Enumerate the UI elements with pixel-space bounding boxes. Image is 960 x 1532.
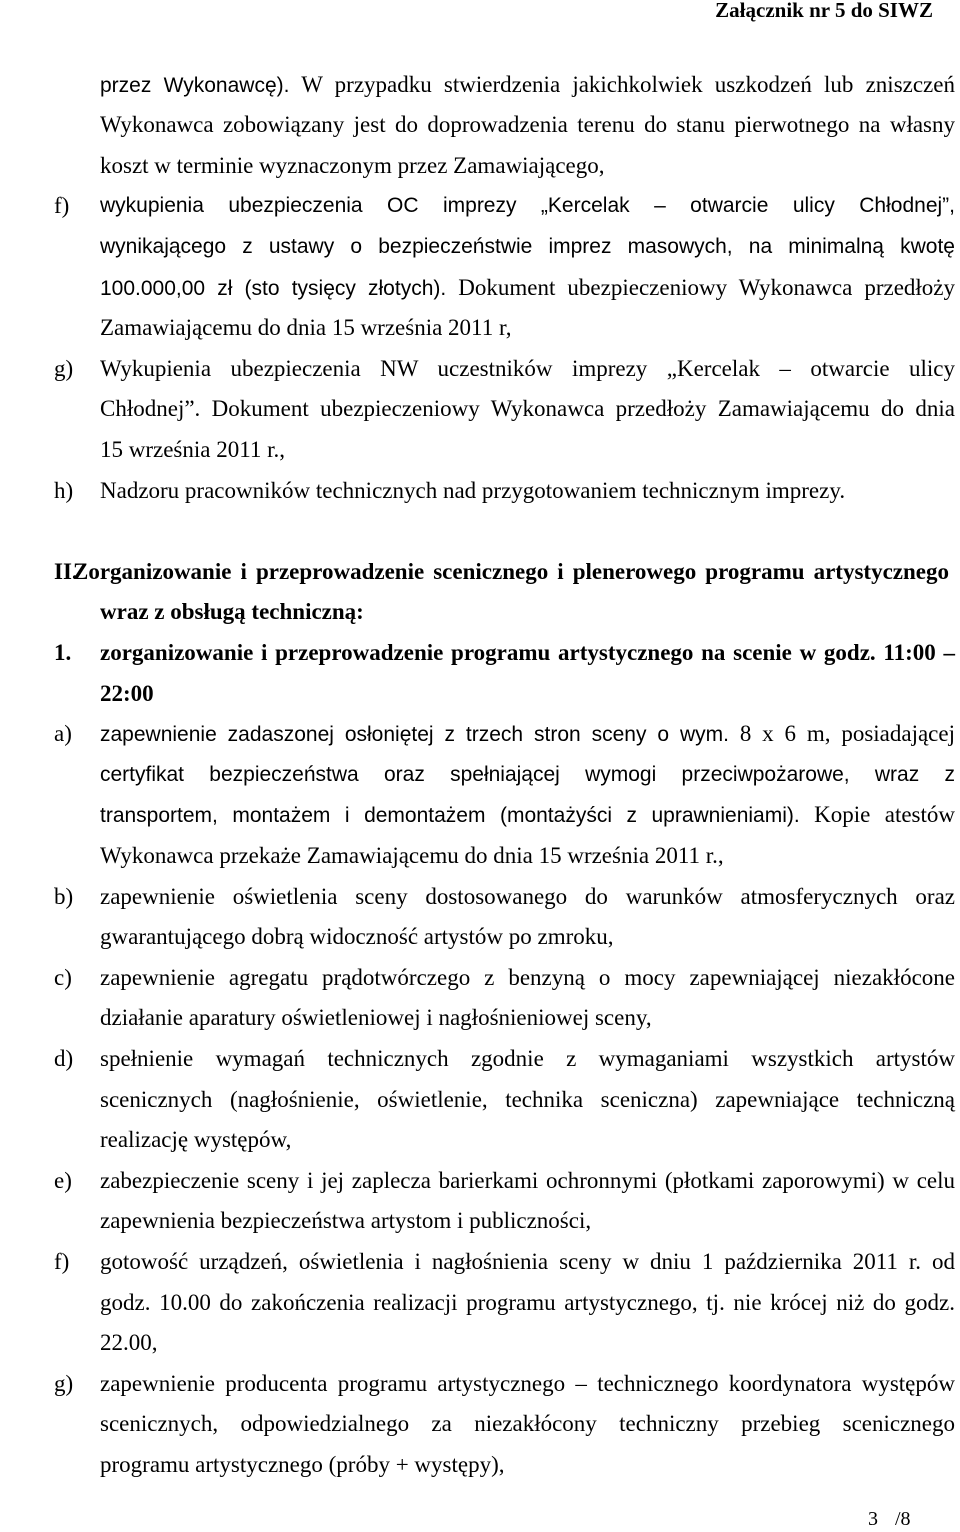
text-segment: Kopie atestów <box>814 802 956 828</box>
subsection-1-item-c <box>0 958 960 1039</box>
list-marker: c) <box>54 964 72 990</box>
text-segment: zapewnienie zadaszonej osłoniętej z trzech stron sceny o wym. <box>100 723 729 747</box>
subsection-1-item-b <box>0 877 960 958</box>
text-line: spełnienie wymagań technicznych zgodnie z wymaganiami wszystkich artystów <box>100 1045 955 1071</box>
section-i-item-f <box>0 186 960 348</box>
text-line: Wykonawca zobowiązany jest do doprowadzenia terenu do stanu pierwotnego na własny <box>100 112 955 138</box>
text-line <box>100 65 955 106</box>
subsection-number: 1. <box>54 640 72 665</box>
subsection-1-item-e <box>0 1161 960 1242</box>
list-marker: b) <box>54 883 74 909</box>
subsection-1-item-d <box>0 1039 960 1161</box>
text-line: zapewnienie producenta programu artystycznego – technicznego koordynatora występów <box>100 1370 955 1396</box>
list-marker: d) <box>54 1045 74 1071</box>
subsection-1-heading <box>0 633 960 714</box>
text-line: scenicznych, odpowiedzialnego za niezakłócony techniczny przebieg scenicznego <box>100 1411 955 1437</box>
text-line: zapewnienie agregatu prądotwórczego z benzyną o mocy zapewniającej niezakłócone <box>100 964 955 990</box>
section-number: II. <box>54 558 78 584</box>
text-line: gotowość urządzeń, oświetlenia i nagłośnienia sceny w dniu 1 października 2011 r. od <box>100 1248 955 1274</box>
text-segment: W przypadku stwierdzenia jakichkolwiek uszkodzeń lub zniszczeń <box>301 71 955 97</box>
text-line <box>100 714 955 755</box>
list-marker: g) <box>54 1370 74 1396</box>
text-line: zapewnienie oświetlenia sceny dostosowanego do warunków atmosferycznych oraz <box>100 883 955 909</box>
text-line: zabezpieczenie sceny i jej zaplecza barierkami ochronnymi (płotkami zaporowymi) w celu <box>100 1167 955 1193</box>
text-line: Wykupienia ubezpieczenia NW uczestników imprezy „Kercelak – otwarcie ulicy <box>100 355 955 381</box>
text-line: 22.00, <box>100 1330 158 1356</box>
list-marker: f) <box>54 193 70 219</box>
text-line: certyfikat bezpieczeństwa oraz spełniającej wymogi przeciwpożarowe, wraz z <box>100 762 955 786</box>
text-line: wykupienia ubezpieczenia OC imprezy „Kercelak – otwarcie ulicy Chłodnej”, <box>100 194 955 218</box>
text-line: zapewnienia bezpieczeństwa artystom i publiczności, <box>100 1208 592 1234</box>
text-line: 15 września 2011 r., <box>100 437 286 463</box>
heading-line: 22:00 <box>100 680 154 706</box>
heading-line: Zorganizowanie i przeprowadzenie scenicznego i plenerowego programu artystycznego <box>73 558 949 584</box>
text-line: realizację występów, <box>100 1127 292 1153</box>
list-marker: g) <box>54 355 74 381</box>
text-segment: przez Wykonawcę). <box>100 73 290 97</box>
subsection-1-item-f <box>0 1242 960 1364</box>
page-number: 3 /8 <box>868 1508 911 1530</box>
heading-line: wraz z obsługą techniczną: <box>100 599 364 625</box>
text-segment: 100.000,00 zł (sto tysięcy złotych). <box>100 276 447 300</box>
document-body <box>0 65 960 1486</box>
continued-paragraph <box>0 65 960 187</box>
text-line: programu artystycznego (próby + występy), <box>100 1451 505 1477</box>
text-line: działanie aparatury oświetleniowej i nagłośnieniowej sceny, <box>100 1005 652 1031</box>
text-line: Zamawiającemu do dnia 15 września 2011 r, <box>100 315 512 341</box>
list-marker: f) <box>54 1248 70 1274</box>
text-line: wynikającego z ustawy o bezpieczeństwie imprez masowych, na minimalną kwotę <box>100 235 955 259</box>
text-line: koszt w terminie wyznaczonym przez Zamawiającego, <box>100 152 605 178</box>
list-marker: e) <box>54 1167 72 1193</box>
list-marker: a) <box>54 721 72 747</box>
text-line: Wykonawca przekaże Zamawiającemu do dnia 15 września 2011 r., <box>100 842 724 868</box>
text-line: scenicznych (nagłośnienie, oświetlenie, technika sceniczna) zapewniające techniczną <box>100 1086 955 1112</box>
subsection-1-item-a <box>0 714 960 876</box>
list-marker: h) <box>54 477 74 503</box>
section-i-item-h <box>0 471 960 512</box>
text-segment: 8 x 6 m, posiadającej <box>739 721 955 747</box>
annex-label: Załącznik nr 5 do SIWZ <box>715 0 933 22</box>
text-line: Chłodnej”. Dokument ubezpieczeniowy Wykonawca przedłoży Zamawiającemu do dnia <box>100 396 955 422</box>
subsection-1-item-g <box>0 1364 960 1486</box>
text-line <box>100 795 955 836</box>
section-i-item-g <box>0 349 960 471</box>
text-segment: Dokument ubezpieczeniowy Wykonawca przedłoży <box>458 274 956 300</box>
text-line: godz. 10.00 do zakończenia realizacji programu artystycznego, tj. nie krócej niż do godz. <box>100 1289 955 1315</box>
text-line <box>100 268 955 309</box>
heading-line: zorganizowanie i przeprowadzenie programu artystycznego na scenie w godz. 11:00 – <box>100 640 955 665</box>
text-line: Nadzoru pracowników technicznych nad przygotowaniem technicznym imprezy. <box>100 477 846 503</box>
text-segment: transportem, montażem i demontażem (montażyści z uprawnieniami). <box>100 804 800 828</box>
text-line: gwarantującego dobrą widoczność artystów po zmroku, <box>100 924 614 950</box>
section-ii-heading <box>0 552 960 633</box>
